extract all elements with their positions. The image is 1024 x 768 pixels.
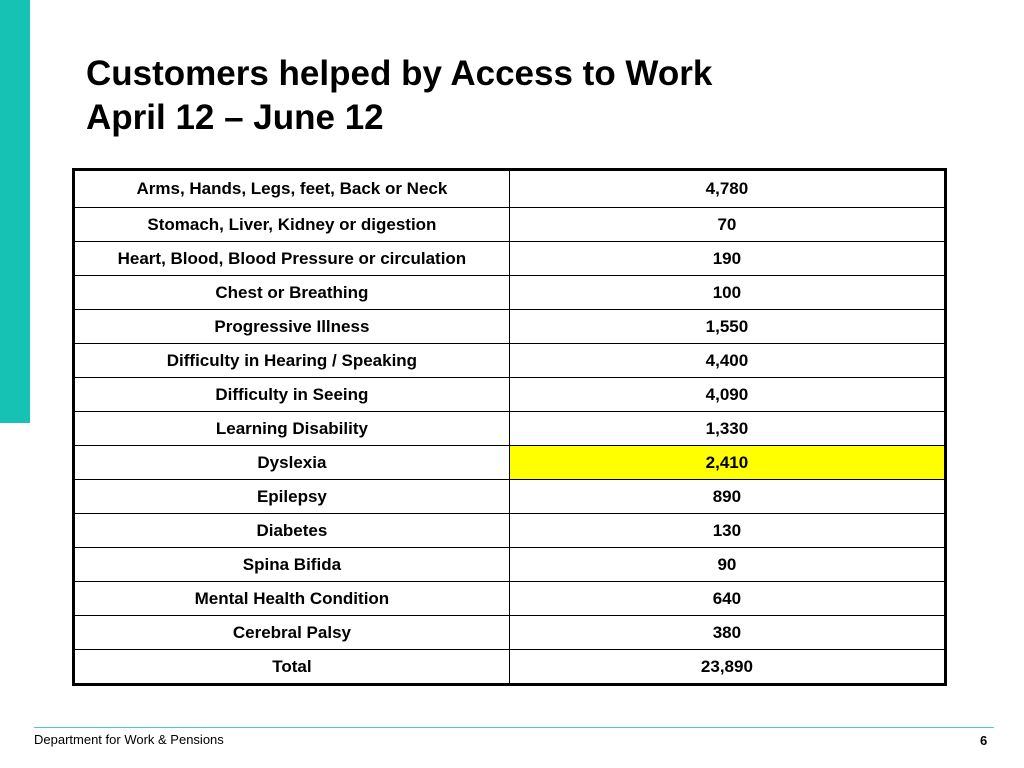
table-row [74,480,946,514]
customer-count: 23,890 [509,650,945,685]
table-row [74,650,946,685]
table-row [74,412,946,446]
footer-organization: Department for Work & Pensions [34,732,224,747]
customer-count: 4,400 [509,344,945,378]
table-row [74,548,946,582]
title-line-1: Customers helped by Access to Work [86,54,713,93]
footer-divider [34,727,994,728]
customer-count: 380 [509,616,945,650]
slide-title [86,52,712,140]
customer-count: 90 [509,548,945,582]
customer-count: 190 [509,242,945,276]
table-row [74,616,946,650]
condition-label: Chest or Breathing [74,276,510,310]
condition-table-body [74,170,946,685]
condition-label: Diabetes [74,514,510,548]
condition-label: Progressive Illness [74,310,510,344]
title-line-2: April 12 – June 12 [86,98,384,137]
condition-label: Learning Disability [74,412,510,446]
customer-count: 1,330 [509,412,945,446]
customer-count: 2,410 [509,446,945,480]
condition-label: Stomach, Liver, Kidney or digestion [74,208,510,242]
customer-count: 890 [509,480,945,514]
condition-label: Heart, Blood, Blood Pressure or circulation [74,242,510,276]
condition-label: Mental Health Condition [74,582,510,616]
condition-label: Cerebral Palsy [74,616,510,650]
condition-label: Difficulty in Hearing / Speaking [74,344,510,378]
condition-label: Total [74,650,510,685]
table-row [74,378,946,412]
table-row [74,310,946,344]
customer-count: 4,090 [509,378,945,412]
table-row [74,170,946,208]
customer-count: 4,780 [509,170,945,208]
table-row [74,514,946,548]
customer-count: 1,550 [509,310,945,344]
condition-label: Spina Bifida [74,548,510,582]
table-row [74,242,946,276]
table-row [74,344,946,378]
condition-label: Arms, Hands, Legs, feet, Back or Neck [74,170,510,208]
condition-label: Difficulty in Seeing [74,378,510,412]
table-row [74,446,946,480]
condition-label: Dyslexia [74,446,510,480]
customer-count: 640 [509,582,945,616]
table-row [74,208,946,242]
customer-count: 130 [509,514,945,548]
condition-table [72,168,947,686]
accent-bar [0,0,30,423]
page-number: 6 [980,733,988,748]
table-row [74,582,946,616]
table-row [74,276,946,310]
customer-count: 70 [509,208,945,242]
customer-count: 100 [509,276,945,310]
condition-label: Epilepsy [74,480,510,514]
